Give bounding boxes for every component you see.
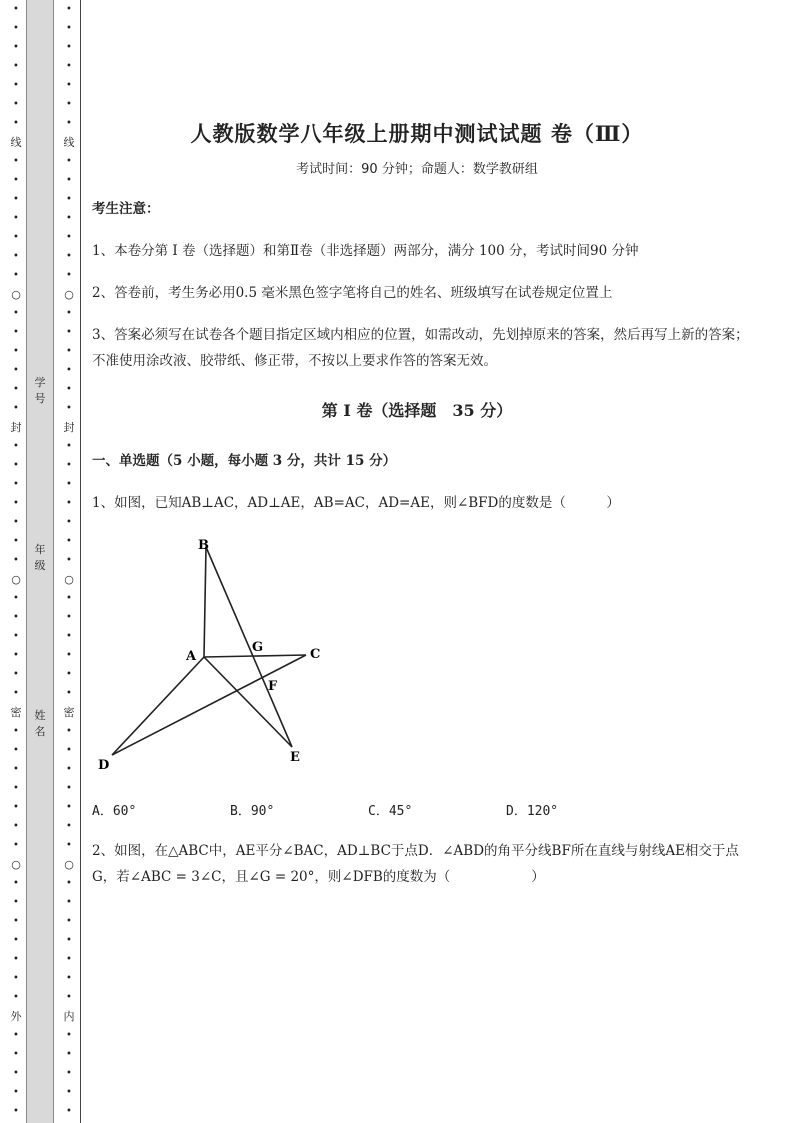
inner-dot: • (66, 61, 72, 72)
outer-label-1: ○ (11, 288, 21, 301)
notice-item-3: 3、答案必须写在试卷各个题目指定区域内相应的位置，如需改动，先划掉原来的答案，然后再写上新的答案；不准使用涂改液、胶带纸、修正带，不按以上要求作答的答案无效。 (92, 327, 749, 369)
outer-dot: • (13, 726, 19, 737)
outer-dot: • (13, 764, 19, 775)
question-1-figure (92, 535, 342, 780)
inner-dot: • (66, 156, 72, 167)
inner-dot: • (66, 916, 72, 927)
outer-label-5: ○ (11, 858, 21, 871)
outer-dot: • (13, 935, 19, 946)
outer-dot: • (13, 99, 19, 110)
outer-dot: • (13, 593, 19, 604)
outer-dot: • (13, 175, 19, 186)
inner-dot: • (66, 42, 72, 53)
inner-dot: • (66, 612, 72, 623)
inner-dot: • (66, 99, 72, 110)
inner-dot: • (66, 327, 72, 338)
inner-dot: • (66, 650, 72, 661)
segment-dc (112, 655, 306, 755)
notice-item-1: 1、本卷分第 I 卷（选择题）和第Ⅱ卷（非选择题）两部分，满分 100 分，考试时间90 分钟 (92, 243, 639, 259)
inner-dot: • (66, 897, 72, 908)
outer-label-3: ○ (11, 573, 21, 586)
outer-label-0: 线 (10, 136, 22, 149)
outer-dot: • (13, 251, 19, 262)
segment-be (206, 547, 292, 747)
inner-dot: • (66, 1068, 72, 1079)
outer-dot: • (13, 555, 19, 566)
choice-d[interactable]: D．120° (506, 804, 559, 819)
inner-dot: • (66, 1106, 72, 1117)
outer-dot: • (13, 631, 19, 642)
inner-dot: • (66, 213, 72, 224)
inner-dot: • (66, 593, 72, 604)
outer-dotted-line (9, 0, 23, 1123)
outer-dot: • (13, 612, 19, 623)
label-f: F (268, 679, 278, 694)
outer-dot: • (13, 460, 19, 471)
outer-dot: • (13, 992, 19, 1003)
inner-dot: • (66, 878, 72, 889)
inner-dot: • (66, 4, 72, 15)
outer-dot: • (13, 346, 19, 357)
inner-dot: • (66, 23, 72, 34)
outer-dot: • (13, 897, 19, 908)
question-1-choices (92, 800, 692, 819)
segment-ac (204, 655, 306, 657)
choice-a[interactable]: A．60° (92, 804, 137, 819)
inner-dot: • (66, 460, 72, 471)
inner-label-5: ○ (64, 858, 74, 871)
label-g: G (252, 640, 264, 655)
outer-dot: • (13, 536, 19, 547)
label-b: B (198, 538, 209, 553)
outer-dot: • (13, 441, 19, 452)
exam-info: 考试时间：90 分钟；命题人：数学教研组 (296, 162, 538, 177)
inner-dot: • (66, 840, 72, 851)
inner-dot: • (66, 251, 72, 262)
outer-label-6: 外 (10, 1010, 22, 1023)
student-id-label: 学号 (34, 376, 46, 405)
outer-dot: • (13, 1049, 19, 1060)
inner-label-3: ○ (64, 573, 74, 586)
inner-dot: • (66, 308, 72, 319)
label-e: E (290, 750, 300, 765)
inner-dot: • (66, 498, 72, 509)
inner-dot: • (66, 764, 72, 775)
inner-label-1: ○ (64, 288, 74, 301)
notice-heading: 考生注意： (92, 201, 160, 217)
outer-dot: • (13, 156, 19, 167)
inner-dot: • (66, 1087, 72, 1098)
inner-dot: • (66, 973, 72, 984)
part-heading: 一、单选题（5 小题，每小题 3 分，共计 15 分） (92, 453, 397, 469)
section-title: 第 I 卷（选择题 35 分） (321, 401, 513, 420)
choice-b[interactable]: B．90° (230, 804, 275, 819)
inner-label-4: 密 (63, 706, 75, 719)
inner-dot: • (66, 783, 72, 794)
outer-dot: • (13, 118, 19, 129)
outer-dot: • (13, 23, 19, 34)
outer-dot: • (13, 61, 19, 72)
inner-dotted-line (62, 0, 76, 1123)
outer-dot: • (13, 232, 19, 243)
inner-dot: • (66, 802, 72, 813)
outer-dot: • (13, 80, 19, 91)
choice-c[interactable]: C．45° (368, 804, 413, 819)
label-c: C (310, 647, 321, 662)
grade-label: 年级 (34, 543, 46, 572)
outer-dot: • (13, 365, 19, 376)
outer-dot: • (13, 42, 19, 53)
inner-dot: • (66, 175, 72, 186)
inner-dot: • (66, 688, 72, 699)
outer-dot: • (13, 384, 19, 395)
outer-dot: • (13, 840, 19, 851)
inner-dot: • (66, 479, 72, 490)
outer-dot: • (13, 327, 19, 338)
inner-dot: • (66, 821, 72, 832)
inner-dot: • (66, 232, 72, 243)
inner-dot: • (66, 726, 72, 737)
outer-dot: • (13, 745, 19, 756)
inner-dot: • (66, 745, 72, 756)
label-a: A (186, 649, 197, 664)
outer-dot: • (13, 783, 19, 794)
inner-dot: • (66, 365, 72, 376)
outer-dot: • (13, 479, 19, 490)
notice-item-2: 2、答卷前，考生务必用0.5 毫米黑色签字笔将自己的姓名、班级填写在试卷规定位置上 (92, 285, 613, 301)
outer-dot: • (13, 213, 19, 224)
inner-dot: • (66, 954, 72, 965)
outer-dot: • (13, 650, 19, 661)
inner-dot: • (66, 270, 72, 281)
inner-dot: • (66, 631, 72, 642)
outer-dot: • (13, 669, 19, 680)
outer-label-2: 封 (10, 421, 22, 434)
outer-dot: • (13, 403, 19, 414)
outer-dot: • (13, 688, 19, 699)
inner-dot: • (66, 517, 72, 528)
inner-dot: • (66, 536, 72, 547)
inner-dot: • (66, 194, 72, 205)
inner-dot: • (66, 403, 72, 414)
label-d: D (98, 758, 110, 773)
outer-label-4: 密 (10, 706, 22, 719)
outer-dot: • (13, 194, 19, 205)
outer-dot: • (13, 954, 19, 965)
inner-dot: • (66, 346, 72, 357)
inner-dot: • (66, 441, 72, 452)
segment-ad (112, 657, 204, 755)
outer-dot: • (13, 1106, 19, 1117)
inner-label-2: 封 (63, 421, 75, 434)
segment-ab (204, 547, 206, 657)
outer-dot: • (13, 517, 19, 528)
outer-dot: • (13, 821, 19, 832)
segment-ae (204, 657, 292, 747)
outer-dot: • (13, 1030, 19, 1041)
inner-dot: • (66, 384, 72, 395)
inner-label-6: 内 (63, 1010, 75, 1023)
outer-dot: • (13, 1068, 19, 1079)
outer-dot: • (13, 878, 19, 889)
outer-dot: • (13, 498, 19, 509)
question-2-text: 2、如图，在△ABC中，AE平分∠BAC，AD⊥BC于点D．∠ABD的角平分线BF所在直线与射线AE相交于点G，若∠ABC = 3∠C，且∠G = 20°，则∠DFB的度数为（ ） (92, 843, 739, 885)
question-1-text: 1、如图，已知AB⊥AC，AD⊥AE，AB=AC，AD=AE，则∠BFD的度数是（ ） (92, 495, 620, 511)
binding-border-right (80, 0, 81, 1123)
outer-dot: • (13, 270, 19, 281)
inner-label-0: 线 (63, 136, 75, 149)
outer-dot: • (13, 1087, 19, 1098)
page-title: 人教版数学八年级上册期中测试试题 卷（Ⅲ） (190, 121, 644, 146)
inner-dot: • (66, 1049, 72, 1060)
outer-dot: • (13, 802, 19, 813)
name-label: 姓名 (34, 709, 46, 738)
inner-dot: • (66, 992, 72, 1003)
outer-dot: • (13, 4, 19, 15)
outer-dot: • (13, 973, 19, 984)
inner-dot: • (66, 80, 72, 91)
outer-dot: • (13, 308, 19, 319)
inner-dot: • (66, 1030, 72, 1041)
inner-dot: • (66, 935, 72, 946)
inner-dot: • (66, 118, 72, 129)
inner-dot: • (66, 555, 72, 566)
outer-dot: • (13, 916, 19, 927)
inner-dot: • (66, 669, 72, 680)
